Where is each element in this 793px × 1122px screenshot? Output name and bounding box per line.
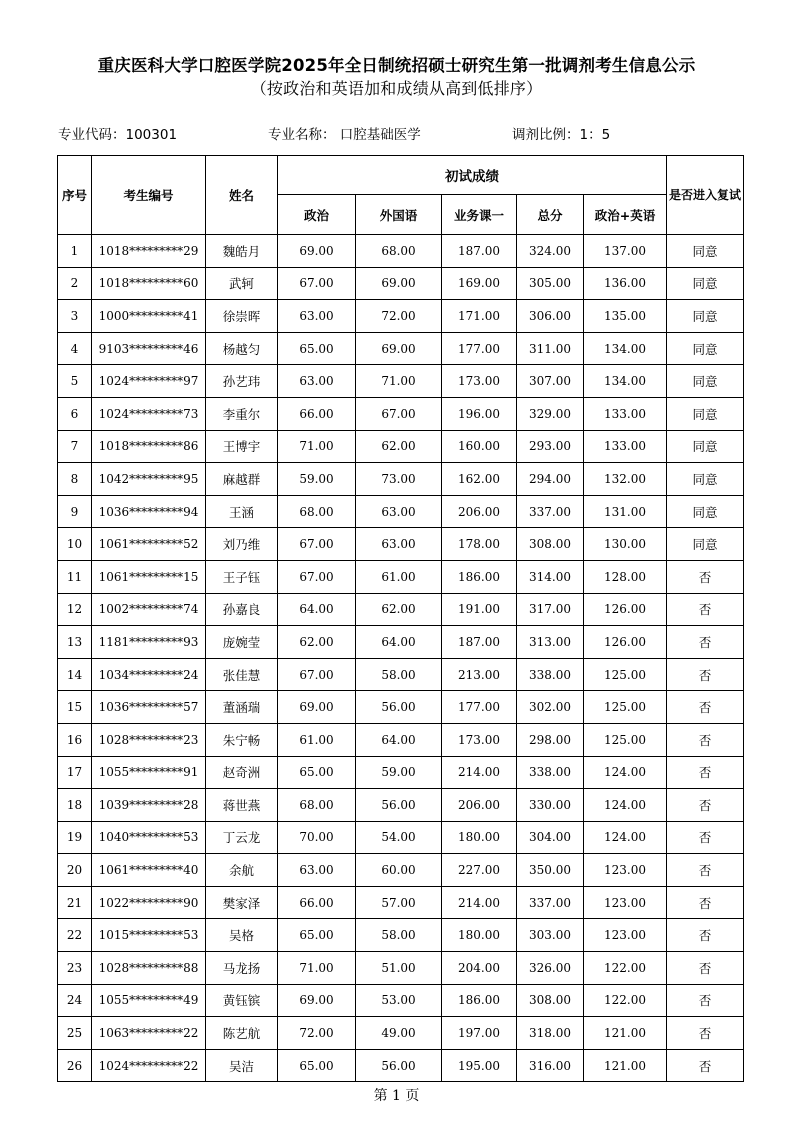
table-row [58,984,744,1017]
cell-pol-eng: 125.00 [584,723,667,756]
cell-politics: 65.00 [278,919,356,952]
cell-foreign: 53.00 [356,984,442,1017]
page-number: 第 1 页 [373,1088,420,1104]
cell-seq: 23 [58,952,92,985]
cell-total: 338.00 [517,658,584,691]
cell-retest: 否 [667,560,744,593]
cell-politics: 65.00 [278,332,356,365]
cell-total: 302.00 [517,691,584,724]
table-row [58,919,744,952]
cell-pol-eng: 124.00 [584,821,667,854]
cell-politics: 68.00 [278,789,356,822]
table-row [58,821,744,854]
cell-total: 338.00 [517,756,584,789]
cell-politics: 63.00 [278,365,356,398]
cell-retest: 否 [667,1049,744,1082]
cell-major: 177.00 [442,332,517,365]
cell-major: 173.00 [442,723,517,756]
cell-exam-id: 1028*********23 [92,723,206,756]
cell-foreign: 56.00 [356,789,442,822]
cell-foreign: 60.00 [356,854,442,887]
table-row [58,756,744,789]
cell-total: 326.00 [517,952,584,985]
cell-exam-id: 9103*********46 [92,332,206,365]
cell-total: 308.00 [517,528,584,561]
table-body [58,235,744,1082]
cell-pol-eng: 121.00 [584,1017,667,1050]
cell-retest: 否 [667,593,744,626]
adjust-ratio: 调剂比例：1：5 [512,127,611,143]
cell-pol-eng: 137.00 [584,235,667,268]
cell-major: 186.00 [442,560,517,593]
cell-seq: 24 [58,984,92,1017]
cell-seq: 2 [58,267,92,300]
table-row [58,495,744,528]
cell-pol-eng: 124.00 [584,789,667,822]
cell-retest: 否 [667,723,744,756]
cell-exam-id: 1028*********88 [92,952,206,985]
cell-seq: 18 [58,789,92,822]
cell-name: 黄钰镔 [206,984,278,1017]
table-row [58,300,744,333]
major-name: 专业名称： 口腔基础医学 [268,127,421,143]
cell-retest: 否 [667,626,744,659]
cell-major: 195.00 [442,1049,517,1082]
header-total: 总分 [517,195,584,235]
cell-name: 王子钰 [206,560,278,593]
cell-foreign: 68.00 [356,235,442,268]
cell-politics: 71.00 [278,952,356,985]
cell-total: 303.00 [517,919,584,952]
cell-retest: 同意 [667,332,744,365]
cell-exam-id: 1024*********22 [92,1049,206,1082]
cell-pol-eng: 134.00 [584,332,667,365]
cell-exam-id: 1055*********91 [92,756,206,789]
cell-retest: 同意 [667,235,744,268]
cell-politics: 63.00 [278,854,356,887]
cell-seq: 5 [58,365,92,398]
score-table [57,155,744,1082]
cell-name: 杨越匀 [206,332,278,365]
cell-retest: 否 [667,821,744,854]
cell-exam-id: 1024*********97 [92,365,206,398]
cell-foreign: 59.00 [356,756,442,789]
cell-exam-id: 1034*********24 [92,658,206,691]
cell-exam-id: 1018*********60 [92,267,206,300]
cell-name: 刘乃维 [206,528,278,561]
cell-foreign: 69.00 [356,332,442,365]
table-row [58,560,744,593]
cell-total: 294.00 [517,463,584,496]
cell-major: 160.00 [442,430,517,463]
cell-seq: 13 [58,626,92,659]
cell-exam-id: 1018*********86 [92,430,206,463]
header-pol-eng: 政治+英语 [584,195,667,235]
cell-major: 214.00 [442,886,517,919]
cell-exam-id: 1000*********41 [92,300,206,333]
cell-name: 麻越群 [206,463,278,496]
cell-foreign: 61.00 [356,560,442,593]
cell-politics: 67.00 [278,560,356,593]
cell-exam-id: 1061*********52 [92,528,206,561]
cell-name: 马龙扬 [206,952,278,985]
cell-name: 陈艺航 [206,1017,278,1050]
cell-politics: 63.00 [278,300,356,333]
cell-name: 张佳慧 [206,658,278,691]
cell-major: 173.00 [442,365,517,398]
cell-major: 169.00 [442,267,517,300]
cell-name: 庞婉莹 [206,626,278,659]
cell-exam-id: 1036*********57 [92,691,206,724]
cell-seq: 14 [58,658,92,691]
cell-exam-id: 1181*********93 [92,626,206,659]
header-exam-id: 考生编号 [92,156,206,235]
cell-retest: 同意 [667,397,744,430]
table-row [58,365,744,398]
cell-retest: 否 [667,886,744,919]
cell-exam-id: 1040*********53 [92,821,206,854]
cell-total: 314.00 [517,560,584,593]
header-politics: 政治 [278,195,356,235]
cell-name: 孙艺玮 [206,365,278,398]
cell-exam-id: 1002*********74 [92,593,206,626]
table-row [58,854,744,887]
cell-pol-eng: 126.00 [584,593,667,626]
cell-foreign: 64.00 [356,626,442,659]
header-initial-scores: 初试成绩 [278,156,667,195]
cell-retest: 否 [667,1017,744,1050]
cell-foreign: 49.00 [356,1017,442,1050]
cell-pol-eng: 130.00 [584,528,667,561]
cell-pol-eng: 125.00 [584,658,667,691]
cell-total: 311.00 [517,332,584,365]
table-row [58,463,744,496]
cell-foreign: 67.00 [356,397,442,430]
cell-seq: 26 [58,1049,92,1082]
cell-total: 316.00 [517,1049,584,1082]
cell-seq: 10 [58,528,92,561]
cell-name: 朱宁畅 [206,723,278,756]
cell-foreign: 54.00 [356,821,442,854]
cell-name: 董涵瑞 [206,691,278,724]
cell-major: 187.00 [442,626,517,659]
table-row [58,593,744,626]
cell-major: 197.00 [442,1017,517,1050]
cell-exam-id: 1055*********49 [92,984,206,1017]
cell-foreign: 63.00 [356,528,442,561]
cell-seq: 12 [58,593,92,626]
cell-retest: 同意 [667,365,744,398]
cell-retest: 否 [667,756,744,789]
cell-retest: 否 [667,984,744,1017]
cell-total: 313.00 [517,626,584,659]
cell-retest: 否 [667,854,744,887]
cell-retest: 同意 [667,430,744,463]
cell-pol-eng: 128.00 [584,560,667,593]
cell-total: 337.00 [517,495,584,528]
cell-name: 蒋世燕 [206,789,278,822]
cell-pol-eng: 134.00 [584,365,667,398]
cell-exam-id: 1036*********94 [92,495,206,528]
cell-total: 305.00 [517,267,584,300]
cell-seq: 16 [58,723,92,756]
cell-name: 吴格 [206,919,278,952]
cell-major: 213.00 [442,658,517,691]
cell-total: 350.00 [517,854,584,887]
cell-foreign: 62.00 [356,593,442,626]
cell-politics: 59.00 [278,463,356,496]
cell-politics: 69.00 [278,235,356,268]
cell-pol-eng: 132.00 [584,463,667,496]
cell-total: 307.00 [517,365,584,398]
cell-politics: 62.00 [278,626,356,659]
table-row [58,626,744,659]
cell-name: 樊家泽 [206,886,278,919]
cell-foreign: 57.00 [356,886,442,919]
table-row [58,1017,744,1050]
cell-politics: 61.00 [278,723,356,756]
cell-major: 180.00 [442,919,517,952]
cell-politics: 65.00 [278,1049,356,1082]
cell-politics: 64.00 [278,593,356,626]
cell-politics: 67.00 [278,658,356,691]
table-row [58,397,744,430]
header-major: 业务课一 [442,195,517,235]
cell-major: 191.00 [442,593,517,626]
cell-foreign: 72.00 [356,300,442,333]
cell-total: 308.00 [517,984,584,1017]
cell-exam-id: 1061*********15 [92,560,206,593]
header-seq: 序号 [58,156,92,235]
cell-major: 227.00 [442,854,517,887]
cell-foreign: 56.00 [356,691,442,724]
cell-total: 293.00 [517,430,584,463]
cell-exam-id: 1042*********95 [92,463,206,496]
cell-pol-eng: 122.00 [584,984,667,1017]
cell-exam-id: 1022*********90 [92,886,206,919]
cell-seq: 8 [58,463,92,496]
table-row [58,332,744,365]
cell-seq: 25 [58,1017,92,1050]
cell-retest: 否 [667,691,744,724]
cell-politics: 66.00 [278,886,356,919]
cell-major: 162.00 [442,463,517,496]
cell-major: 206.00 [442,789,517,822]
cell-name: 赵奇洲 [206,756,278,789]
cell-exam-id: 1061*********40 [92,854,206,887]
cell-seq: 20 [58,854,92,887]
table-row [58,658,744,691]
cell-retest: 否 [667,952,744,985]
cell-foreign: 64.00 [356,723,442,756]
cell-seq: 21 [58,886,92,919]
cell-pol-eng: 131.00 [584,495,667,528]
cell-seq: 11 [58,560,92,593]
cell-name: 徐崇晖 [206,300,278,333]
cell-pol-eng: 123.00 [584,919,667,952]
cell-retest: 否 [667,658,744,691]
header-retest: 是否进入复试 [667,156,744,235]
cell-foreign: 62.00 [356,430,442,463]
cell-pol-eng: 121.00 [584,1049,667,1082]
cell-pol-eng: 136.00 [584,267,667,300]
cell-name: 丁云龙 [206,821,278,854]
cell-major: 196.00 [442,397,517,430]
cell-total: 337.00 [517,886,584,919]
cell-seq: 3 [58,300,92,333]
cell-politics: 72.00 [278,1017,356,1050]
cell-name: 吴洁 [206,1049,278,1082]
table-row [58,1049,744,1082]
cell-politics: 70.00 [278,821,356,854]
cell-name: 王博宇 [206,430,278,463]
cell-foreign: 69.00 [356,267,442,300]
cell-major: 171.00 [442,300,517,333]
cell-name: 李重尔 [206,397,278,430]
cell-seq: 7 [58,430,92,463]
table-row [58,691,744,724]
cell-foreign: 73.00 [356,463,442,496]
cell-name: 武轲 [206,267,278,300]
cell-name: 魏皓月 [206,235,278,268]
cell-total: 324.00 [517,235,584,268]
cell-foreign: 58.00 [356,919,442,952]
cell-foreign: 71.00 [356,365,442,398]
header-name: 姓名 [206,156,278,235]
document-subtitle: （按政治和英语加和成绩从高到低排序） [250,79,543,98]
cell-retest: 同意 [667,267,744,300]
cell-name: 孙嘉良 [206,593,278,626]
table-row [58,528,744,561]
cell-seq: 1 [58,235,92,268]
cell-exam-id: 1015*********53 [92,919,206,952]
cell-retest: 否 [667,919,744,952]
table-row [58,267,744,300]
cell-politics: 66.00 [278,397,356,430]
cell-pol-eng: 123.00 [584,854,667,887]
cell-retest: 同意 [667,300,744,333]
table-row [58,430,744,463]
cell-foreign: 56.00 [356,1049,442,1082]
cell-major: 177.00 [442,691,517,724]
cell-pol-eng: 133.00 [584,397,667,430]
cell-total: 317.00 [517,593,584,626]
cell-retest: 同意 [667,495,744,528]
cell-major: 180.00 [442,821,517,854]
cell-seq: 4 [58,332,92,365]
cell-name: 王涵 [206,495,278,528]
cell-seq: 22 [58,919,92,952]
cell-pol-eng: 126.00 [584,626,667,659]
cell-total: 298.00 [517,723,584,756]
cell-exam-id: 1024*********73 [92,397,206,430]
cell-pol-eng: 122.00 [584,952,667,985]
table-row [58,789,744,822]
cell-name: 余航 [206,854,278,887]
cell-total: 329.00 [517,397,584,430]
document-title: 重庆医科大学口腔医学院2025年全日制统招硕士研究生第一批调剂考生信息公示 [97,56,696,75]
cell-total: 306.00 [517,300,584,333]
cell-politics: 69.00 [278,984,356,1017]
cell-exam-id: 1018*********29 [92,235,206,268]
table-row [58,952,744,985]
cell-major: 186.00 [442,984,517,1017]
table-row [58,723,744,756]
cell-total: 330.00 [517,789,584,822]
cell-seq: 17 [58,756,92,789]
cell-exam-id: 1039*********28 [92,789,206,822]
cell-total: 318.00 [517,1017,584,1050]
cell-pol-eng: 133.00 [584,430,667,463]
cell-exam-id: 1063*********22 [92,1017,206,1050]
cell-seq: 9 [58,495,92,528]
major-code: 专业代码：100301 [58,127,178,143]
cell-pol-eng: 124.00 [584,756,667,789]
cell-seq: 6 [58,397,92,430]
cell-total: 304.00 [517,821,584,854]
cell-politics: 71.00 [278,430,356,463]
cell-politics: 67.00 [278,528,356,561]
cell-foreign: 63.00 [356,495,442,528]
table-row [58,235,744,268]
cell-politics: 69.00 [278,691,356,724]
cell-politics: 65.00 [278,756,356,789]
cell-seq: 19 [58,821,92,854]
cell-foreign: 58.00 [356,658,442,691]
header-foreign: 外国语 [356,195,442,235]
cell-major: 204.00 [442,952,517,985]
cell-foreign: 51.00 [356,952,442,985]
cell-retest: 同意 [667,463,744,496]
cell-major: 214.00 [442,756,517,789]
cell-pol-eng: 135.00 [584,300,667,333]
cell-pol-eng: 123.00 [584,886,667,919]
cell-pol-eng: 125.00 [584,691,667,724]
cell-major: 206.00 [442,495,517,528]
cell-politics: 67.00 [278,267,356,300]
cell-retest: 同意 [667,528,744,561]
table-row [58,886,744,919]
cell-seq: 15 [58,691,92,724]
cell-major: 187.00 [442,235,517,268]
cell-politics: 68.00 [278,495,356,528]
cell-major: 178.00 [442,528,517,561]
cell-retest: 否 [667,789,744,822]
